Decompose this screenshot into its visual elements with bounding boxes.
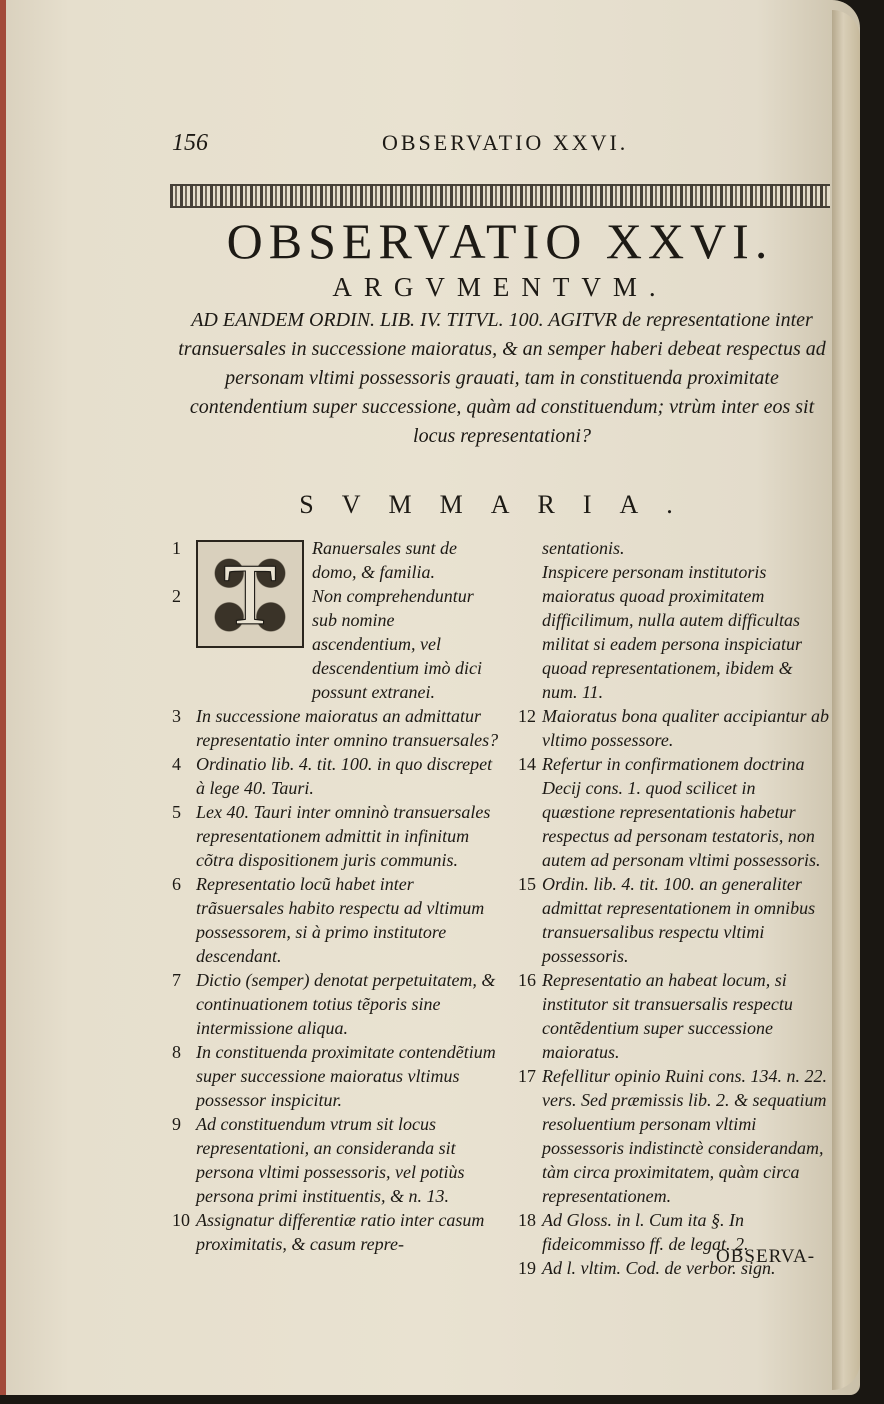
entry-number: 7 bbox=[172, 970, 181, 990]
summary-entry bbox=[172, 536, 502, 704]
entry-number: 5 bbox=[172, 802, 181, 822]
summary-entry bbox=[172, 1208, 502, 1256]
entry-number: 10 bbox=[172, 1210, 190, 1230]
page-number: 156 bbox=[172, 130, 208, 156]
binding-edge bbox=[0, 0, 6, 1395]
entry-number: 6 bbox=[172, 874, 181, 894]
drop-cap-letter: T bbox=[223, 546, 277, 642]
summary-entry bbox=[518, 560, 830, 704]
entry-text: In successione maioratus an admittatur representatio inter omnino transuersales? bbox=[196, 706, 499, 750]
entry-text: Ad l. vltim. Cod. de verbor. sign. bbox=[542, 1258, 776, 1278]
entry-text: Maioratus bona qualiter accipiantur ab vltimo possessore. bbox=[542, 706, 829, 750]
drop-cap-ornament bbox=[196, 540, 304, 648]
summary-entry bbox=[172, 968, 502, 1040]
entry-text: sentationis. bbox=[542, 538, 625, 558]
entry-number: 9 bbox=[172, 1114, 181, 1134]
entry-text: In constituenda proximitate contendẽtium super successione maioratus vltimus possessor inspicitur. bbox=[196, 1042, 496, 1110]
entry-text: Representatio locũ habet inter trãsuersales habito respectu ad vltimum possessorem, si à primo institutore descendant. bbox=[196, 874, 485, 966]
summary-entry bbox=[172, 872, 502, 968]
entry-text: Non comprehenduntur sub nomine ascendentium, vel descendentium imò dici possunt extranei. bbox=[312, 586, 482, 702]
summary-entry bbox=[518, 1064, 830, 1208]
entry-text: Inspicere personam institutoris maioratus quoad proximitatem difficilimum, nulla autem difficultas militat si eadem persona inspiciatur quoad representationem, ibidem & num. 11. bbox=[542, 562, 802, 702]
entry-text: Refellitur opinio Ruini cons. 134. n. 22. vers. Sed præmissis lib. 2. & sequatium resoluentium personam vltimi possessoris indistinctè considerandam, tàm circa proximitatem, quàm circa representationem. bbox=[542, 1066, 827, 1206]
entry-number: 3 bbox=[172, 706, 181, 726]
entry-text: Ad constituendum vtrum sit locus representationi, an consideranda sit persona vltimi possessoris, vel potiùs persona primi instituentis, & n. 13. bbox=[196, 1114, 465, 1206]
running-header bbox=[172, 128, 812, 160]
entry-text: Dictio (semper) denotat perpetuitatem, & continuationem totius tẽporis sine intermissione aliqua. bbox=[196, 970, 496, 1038]
entry-number: 2 bbox=[172, 586, 181, 606]
entry-text: Ordinatio lib. 4. tit. 100. in quo discrepet à lege 40. Tauri. bbox=[196, 754, 493, 798]
summary-entry bbox=[518, 872, 830, 968]
summary-entry bbox=[172, 1112, 502, 1208]
entry-number: 8 bbox=[172, 1042, 181, 1062]
summaria-right-column bbox=[518, 536, 830, 1280]
argumentum-text: AD EANDEM ORDIN. LIB. IV. TITVL. 100. AGITVR de representatione inter transuersales in successione maioratus, & an semper haberi debeat respectus ad personam vltimi possessoris grauati, tam in constituenda proximitate contendentium super successione, quàm ad constituendum; vtrùm inter eos sit locus representationi? bbox=[178, 309, 826, 447]
summary-entry bbox=[518, 536, 830, 560]
entry-text: Representatio an habeat locum, si institutor sit transuersalis respectu contẽdentium super successione maioratus. bbox=[542, 970, 793, 1062]
entry-number: 17 bbox=[518, 1066, 536, 1086]
argumentum-heading: ARGVMENTVM. bbox=[332, 272, 668, 302]
entry-text: Assignatur differentiæ ratio inter casum proximitatis, & casum repre- bbox=[196, 1210, 485, 1254]
summaria-heading: SVMMARIA. bbox=[299, 490, 701, 519]
ornamental-band bbox=[170, 184, 830, 208]
summary-entry bbox=[518, 968, 830, 1064]
entry-number: 4 bbox=[172, 754, 181, 774]
summaria-left-column bbox=[172, 536, 502, 1256]
running-title: OBSERVATIO XXVI. bbox=[382, 130, 629, 155]
summary-entry bbox=[172, 704, 502, 752]
entry-text: Refertur in confirmationem doctrina Decij cons. 1. quod scilicet in quæstione representationis habetur respectus ad personam testatoris, non autem ad personam vltimi possessoris. bbox=[542, 754, 821, 870]
entry-number: 15 bbox=[518, 874, 536, 894]
catchword: OBSERVA- bbox=[716, 1246, 816, 1267]
entry-text: Ranuersales sunt de domo, & familia. bbox=[312, 538, 457, 582]
summary-entry bbox=[518, 752, 830, 872]
observation-title: OBSERVATIO XXVI. bbox=[226, 213, 774, 269]
entry-number: 18 bbox=[518, 1210, 536, 1230]
entry-text: Lex 40. Tauri inter omninò transuersales representationem admittit in infinitum cõtra dispositionem juris communis. bbox=[196, 802, 491, 870]
summary-entry bbox=[518, 704, 830, 752]
summary-entry bbox=[172, 800, 502, 872]
entry-text: Ordin. lib. 4. tit. 100. an generaliter admittat representationem in omnibus transuersalibus respectu vltimi possessoris. bbox=[542, 874, 816, 966]
summary-entry bbox=[172, 1040, 502, 1112]
entry-number: 14 bbox=[518, 754, 536, 774]
entry-text: Ad Gloss. in l. Cum ita §. In fideicommisso ff. de legat. 2. bbox=[542, 1210, 749, 1254]
entry-number: 1 bbox=[172, 538, 181, 558]
entry-number: 16 bbox=[518, 970, 536, 990]
page-curl bbox=[832, 10, 860, 1390]
summary-entry bbox=[172, 752, 502, 800]
entry-number: 12 bbox=[518, 706, 536, 726]
entry-number: 19 bbox=[518, 1258, 536, 1278]
